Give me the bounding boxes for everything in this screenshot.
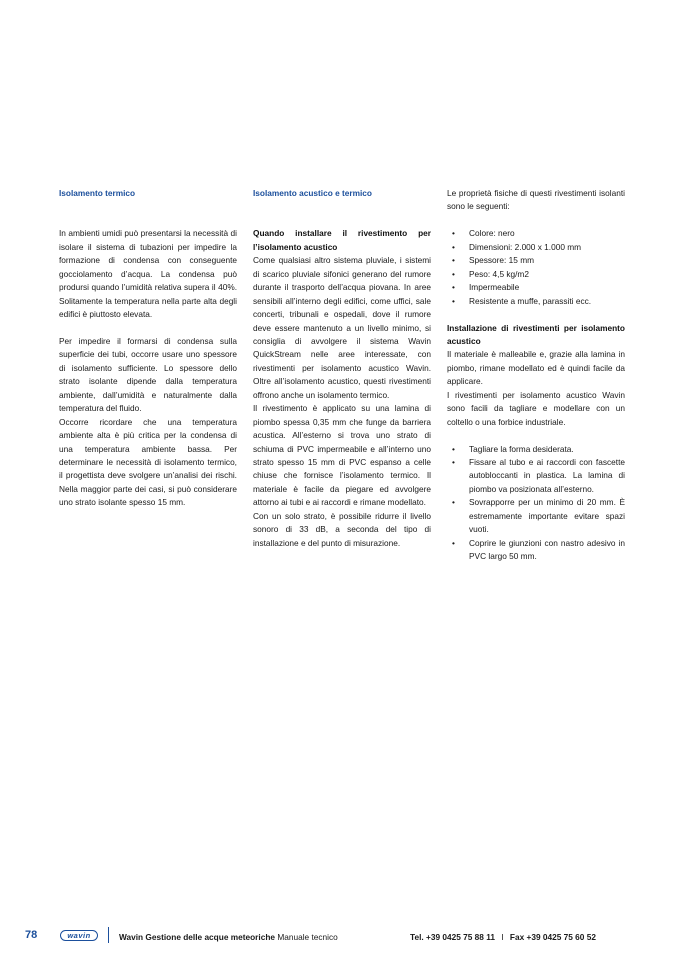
section-heading-acoustic: Isolamento acustico e termico [253, 188, 372, 198]
installation-steps-list [447, 443, 625, 564]
fax-number: Fax +39 0425 75 60 52 [509, 932, 596, 942]
page-number: 78 [25, 929, 38, 941]
subheading-installation: Installazione di rivestimenti per isolamento acustico [447, 322, 625, 346]
column-thermal-insulation [59, 187, 237, 510]
column-acoustic-insulation [253, 187, 431, 550]
list-item: • Coprire le giunzioni con nastro adesivo in PVC largo 50 mm. [447, 537, 625, 564]
footer-brand [119, 932, 338, 942]
list-item: • Tagliare la forma desiderata. [447, 443, 625, 456]
list-item: • Resistente a muffe, parassiti ecc. [447, 295, 625, 308]
list-item: • Fissare al tubo e ai raccordi con fascette autobloccanti in plastica. La lamina di piombo va posizionata all’esterno. [447, 456, 625, 496]
column-properties [447, 187, 625, 564]
list-item: • Sovrapporre per un minimo di 20 mm. È estremamente importante evitare spazi vuoti. [447, 496, 625, 536]
paragraph: Occorre ricordare che una temperatura ambiente alta è più critica per la condensa di una temperatura ambiente bassa. Per determinare le necessità di isolamento termico, il progettista deve svolgere un’analisi dei rischi. Nella maggior parte dei casi, si può considerare uno strato isolante spesso 15 mm. [59, 416, 237, 508]
list-item: • Impermeabile [447, 281, 625, 294]
list-item: • Peso: 4,5 kg/m2 [447, 268, 625, 281]
paragraph: I rivestimenti per isolamento acustico Wavin sono facili da tagliare e modellare con un coltello o una forbice industriale. [447, 389, 625, 427]
footer-divider [108, 927, 109, 943]
brand-subtitle: Manuale tecnico [277, 932, 338, 942]
paragraph: Con un solo strato, è possibile ridurre il livello sonoro di 33 dB, a seconda del tipo di installazione e del punto di misurazione. [253, 510, 431, 548]
paragraph: Come qualsiasi altro sistema pluviale, i sistemi di scarico pluviale sifonici generano del rumore durante il trasporto dell’acqua piovana. In aree sensibili all’interno degli edifici, come uffici, sale concerti, tribunali e ospedali, dove il rumore deve essere mantenuto a un livello minimo, si consiglia di avvolgere il sistema Wavin QuickStream nelle aree interessate, con rivestimenti per isolamento acustico Wavin. Oltre all’isolamento acustico, questi rivestimenti offrono anche un isolamento termico. [253, 255, 431, 400]
properties-intro: Le proprietà fisiche di questi rivestimenti isolanti sono le seguenti: [447, 188, 625, 212]
paragraph: In ambienti umidi può presentarsi la necessità di isolare il sistema di tubazioni per impedire la formazione di condensa con conseguente gocciolamento d’acqua. La condensa può prodursi quando l’umidità relativa supera il 40%. Solitamente la temperatura nella parte alta degli edifici è piuttosto elevata. [59, 228, 237, 320]
paragraph: Il rivestimento è applicato su una lamina di piombo spessa 0,35 mm che funge da barriera acustica. All’esterno si trova uno strato di schiuma di PVC impermeabile e all’interno uno strato spesso 15 mm di PVC espanso a celle chiuse che fornisce l’isolamento termico. Il materiale è facile da piegare ed avvolgere attorno ai tubi e ai raccordi e rimane modellato. [253, 403, 431, 508]
footer-contact [410, 932, 596, 942]
subheading-when-to-install: Quando installare il rivestimento per l’isolamento acustico [253, 228, 431, 252]
section-heading-thermal: Isolamento termico [59, 188, 136, 198]
list-item: • Spessore: 15 mm [447, 254, 625, 267]
page-footer [0, 927, 677, 947]
paragraph: Il materiale è malleabile e, grazie alla lamina in piombo, rimane modellato ed è quindi facile da applicare. [447, 349, 625, 387]
properties-list [447, 227, 625, 308]
brand-title: Wavin Gestione delle acque meteoriche [119, 932, 276, 942]
phone-number: Tel. +39 0425 75 88 11 [410, 932, 495, 942]
paragraph: Per impedire il formarsi di condensa sulla superficie dei tubi, occorre usare uno spessore di isolamento sufficiente. Lo spessore dello strato isolante dipende dalla temperatura ambiente, dall’umidità e naturalmente dalla temperatura del fluido. [59, 335, 237, 414]
wavin-logo: wavin [60, 930, 98, 941]
list-item: • Dimensioni: 2.000 x 1.000 mm [447, 241, 625, 254]
contact-separator: I [501, 932, 504, 942]
list-item: • Colore: nero [447, 227, 625, 240]
